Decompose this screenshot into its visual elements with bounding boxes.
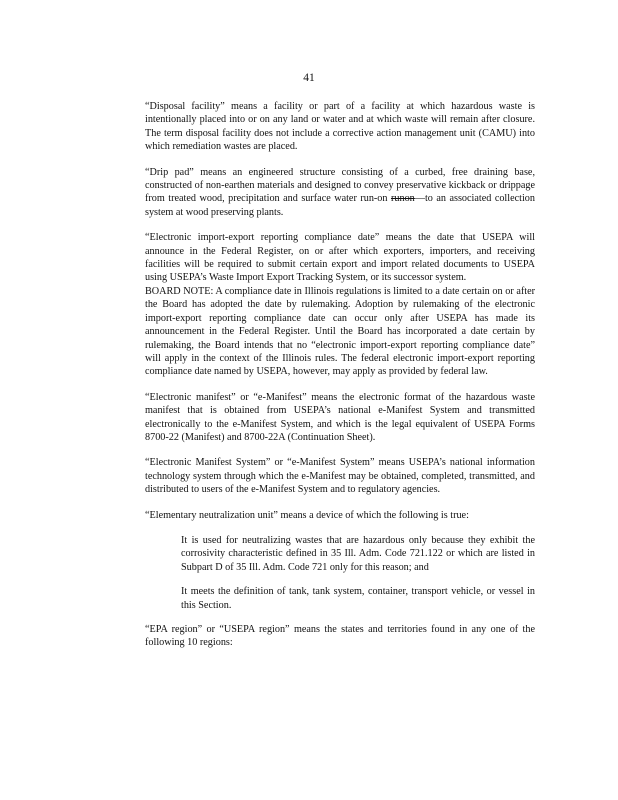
page-number: 41 xyxy=(303,72,315,84)
definition-electronic-manifest: “Electronic manifest” or “e-Manifest” means the electronic format of the hazardous waste manifest that is obtained from USEPA’s national e-Manifest System and transmitted electronically to the e-Manifest System, and which is the legal equivalent of USEPA Forms 8700-22 (Manifest) and 8700-22A (Continuation Sheet). xyxy=(145,391,535,443)
board-note: BOARD NOTE: A compliance date in Illinois regulations is limited to a date certain on or after the Board has adopted the date by rulemaking. Adoption by rulemaking of the electronic import-export reporting compliance date can occur only after USEPA has made its announcement in the Federal Register. Until the Board has incorporated a date certain by rulemaking, the Board intends that no “electronic import-export reporting compliance date” will apply in the context of the Illinois rules. The federal electronic import-export reporting compliance date named by USEPA, however, may apply as provided by federal law. xyxy=(145,285,535,378)
drip-pad-text-before: “Drip pad” means an engineered structure consisting of a curbed, free draining base, constructed of non-earthen materials and designed to convey preservative kickback or drippage from treated wood, precipitation and surface water run-on xyxy=(145,166,535,205)
definition-disposal-facility: “Disposal facility” means a facility or part of a facility at which hazardous waste is intentionally placed into or on any land or water and at which waste will remain after closure. The term disposal facility does not include a corrective action management unit (CAMU) into which remediation wastes are placed. xyxy=(145,101,535,153)
page-body xyxy=(145,100,535,662)
list-item: It meets the definition of tank, tank system, container, transport vehicle, or vessel in this Section. xyxy=(181,586,535,611)
definition-drip-pad xyxy=(145,166,535,220)
definition-electronic-manifest-system: “Electronic Manifest System” or “e-Manifest System” means USEPA’s national information technology system through which the e-Manifest may be obtained, completed, transmitted, and distributed to users of the e-Manifest System and to regulatory agencies. xyxy=(145,457,535,496)
struck-text: runon xyxy=(390,193,415,205)
definition-epa-region: “EPA region” or “USEPA region” means the states and territories found in any one of the following 10 regions: xyxy=(145,624,535,649)
definition-elementary-neutralization-unit: “Elementary neutralization unit” means a device of which the following is true: xyxy=(145,509,469,521)
definition-electronic-import-export-date: “Electronic import-export reporting compliance date” means the date that USEPA will announce in the Federal Register, on or after which exporters, importers, and receiving facilities will be required to submit certain export and import related documents to USEPA using USEPA’s Waste Import Export Tracking System, or its successor system. xyxy=(145,232,535,284)
drip-pad-text-after: —to an associated collection system at wood preserving plants. xyxy=(145,193,535,218)
list-item: It is used for neutralizing wastes that are hazardous only because they exhibit the corrosivity characteristic defined in 35 Ill. Adm. Code 721.122 or which are listed in Subpart D of 35 Ill. Adm. Code 721 only for this reason; and xyxy=(181,534,535,573)
